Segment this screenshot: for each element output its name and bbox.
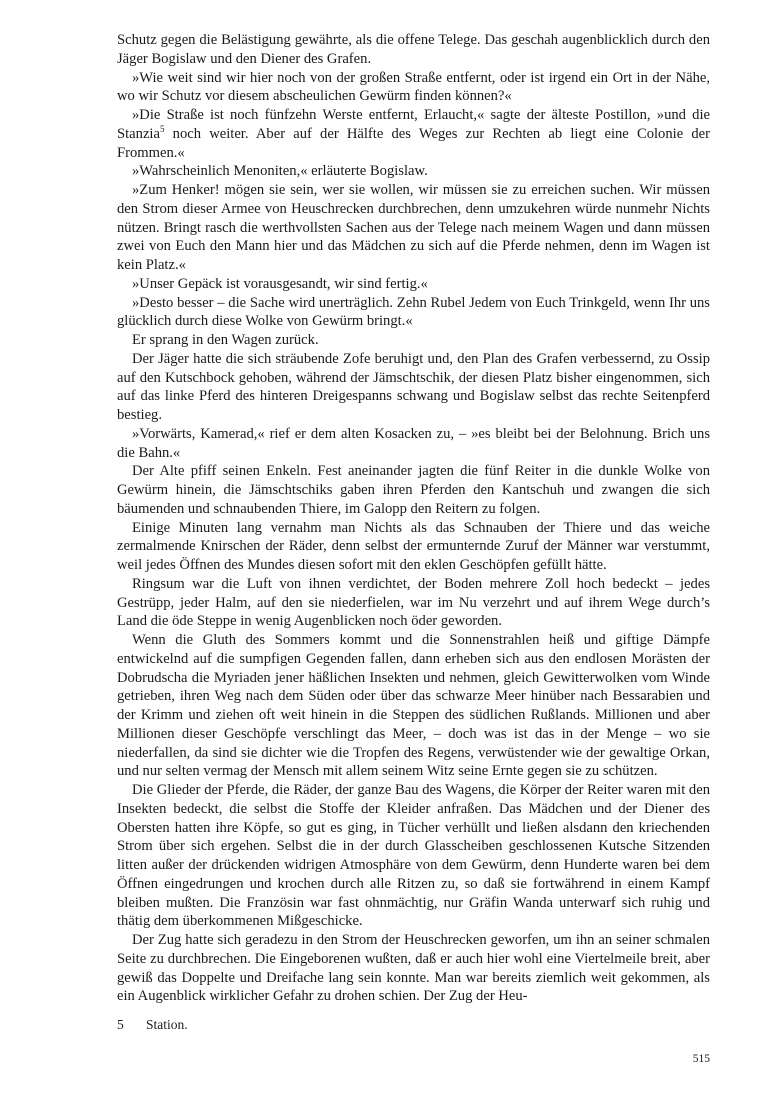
footnote-reference: 5: [159, 123, 165, 134]
paragraph: Die Glieder der Pferde, die Räder, der ganze Bau des Wagens, die Körper der Reiter waren mit den Insekten bedeckt, die selbst die Stoffe der Kleider anfraßen. Das Mädchen und der Diener des Obersten hatten ihre Köpfe, so gut es ging, in Tücher verhüllt und ließen alsdann den kriechenden Strom über sich ergehen. Selbst die in der durch Glasscheiben geschlossenen Kutsche Sitzenden litten außer der drückenden widrigen Atmosphäre von dem Gewürm, denn Hunderte waren bei dem Öffnen eingedrungen und krochen durch alle Ritzen zu, so daß sie fortwährend in einem Kampf bleiben mußten. Die Französin war fast ohnmächtig, nur Gräfin Wanda unterwarf sich ruhig und thätig dem überkommenen Mißgeschicke.: [117, 782, 710, 930]
footnote: [117, 1017, 188, 1033]
paragraph: Der Zug hatte sich geradezu in den Strom der Heuschrecken geworfen, um ihn an seiner schmalen Seite zu durchbrechen. Die Eingeborenen wußten, daß er auch hier wohl eine Viertelmeile breit, aber gewiß das Doppelte und Dreifache lang sein konnte. Man war bereits ziemlich weit gekommen, als ein Augenblick wirklicher Gefahr zu drohen schien. Der Zug der Heu-: [117, 932, 710, 1005]
paragraph: Wenn die Gluth des Sommers kommt und die Sonnenstrahlen heiß und giftige Dämpfe entwickelnd auf die sumpfigen Gegenden fallen, dann erheben sich aus den endlosen Morästen der Dobrudscha die Myriaden jener häßlichen Insekten und nehmen, gleich Gewitterwolken vom Winde getrieben, ihren Weg nach dem Süden oder über das schwarze Meer hinüber nach Bessarabien und der Krimm und ziehen oft weit hinein in die Steppen des südlichen Rußlands. Millionen und aber Millionen dieser Geschöpfe verschlingt das Meer, – doch was ist das in der Menge – wo sie niederfallen, da sind sie dichter wie die Tropfen des Regens, verwüstender wie der gewaltige Orkan, und nur selten vermag der Mensch mit allem seinem Witz seine Ernte gegen sie zu schützen.: [117, 632, 710, 780]
paragraph: Der Jäger hatte die sich sträubende Zofe beruhigt und, den Plan des Grafen verbessernd, zu Ossip auf den Kutschbock gehoben, während der Jämschtschik, der diesen Platz bisher eingenommen, sich auf das linke Pferd des hinteren Dreigespanns schwang und Bogislaw selbst das rechte Seitenpferd bestieg.: [117, 350, 710, 423]
paragraph: Schutz gegen die Belästigung gewährte, als die offene Telege. Das geschah augenblicklich durch den Jäger Bogislaw und den Diener des Grafen.: [117, 32, 710, 67]
paragraph: [117, 106, 710, 162]
paragraph-text: »Die Straße ist noch fünfzehn Werste entfernt, Erlaucht,« sagte der älteste Postillon, »und die Stanzia: [117, 107, 710, 142]
paragraph: Ringsum war die Luft von ihnen verdichtet, der Boden mehrere Zoll hoch bedeckt – jedes Gestrüpp, jeder Halm, auf den sie niederfielen, war im Nu verzehrt und auf ihrem Wege durch’s Land die öde Steppe in wenig Augenblicken noch öder geworden.: [117, 575, 710, 630]
paragraph: »Wahrscheinlich Menoniten,« erläuterte Bogislaw.: [132, 163, 428, 180]
paragraph: »Vorwärts, Kamerad,« rief er dem alten Kosacken zu, – »es bleibt bei der Belohnung. Brich uns die Bahn.«: [117, 425, 710, 461]
paragraph-text: noch weiter. Aber auf der Hälfte des Weges zur Rechten ab liegt eine Colonie der Frommen.«: [117, 125, 710, 161]
paragraph: »Zum Henker! mögen sie sein, wer sie wollen, wir müssen sie zu erreichen suchen. Wir müssen den Strom dieser Armee von Heuschrecken durchbrechen, denn umzukehren würde nunmehr Nichts nützen. Bringt rasch die werthvollsten Sachen aus der Telege nach meinem Wagen und dann müssen zwei von Euch den Mann hier und das Mädchen zu sich auf die Pferde nehmen, denn im Wagen ist kein Platz.«: [117, 182, 710, 273]
paragraph: »Unser Gepäck ist vorausgesandt, wir sind fertig.«: [132, 275, 428, 292]
page-number: 515: [692, 1053, 710, 1065]
page-body: [117, 31, 710, 1006]
paragraph: Einige Minuten lang vernahm man Nichts als das Schnauben der Thiere und das weiche zermalmende Knirschen der Räder, denn selbst der ermunternde Zuruf der Männer war verstummt, weil jedes Öffnen des Mundes diesen sofort mit den eklen Geschöpfen gefüllt hätte.: [117, 519, 710, 573]
paragraph: »Wie weit sind wir hier noch von der großen Straße entfernt, oder ist irgend ein Ort in der Nähe, wo wir Schutz vor diesem abscheulichen Gewürm finden können?«: [117, 69, 710, 105]
footnote-number: 5: [117, 1017, 124, 1032]
footnote-text: Station.: [146, 1017, 188, 1032]
paragraph: Der Alte pfiff seinen Enkeln. Fest aneinander jagten die fünf Reiter in die dunkle Wolke von Gewürm hinein, die Jämschtschiks gaben ihren Pferden den Kantschuh und zwangen die sich bäumenden und schnaubenden Thiere, im Galopp den Reitern zu folgen.: [117, 463, 710, 517]
paragraph: »Desto besser – die Sache wird unerträglich. Zehn Rubel Jedem von Euch Trinkgeld, wenn Ihr uns glücklich durch diese Wolke von Gewürm bringt.«: [117, 294, 710, 330]
paragraph: Er sprang in den Wagen zurück.: [132, 332, 319, 348]
